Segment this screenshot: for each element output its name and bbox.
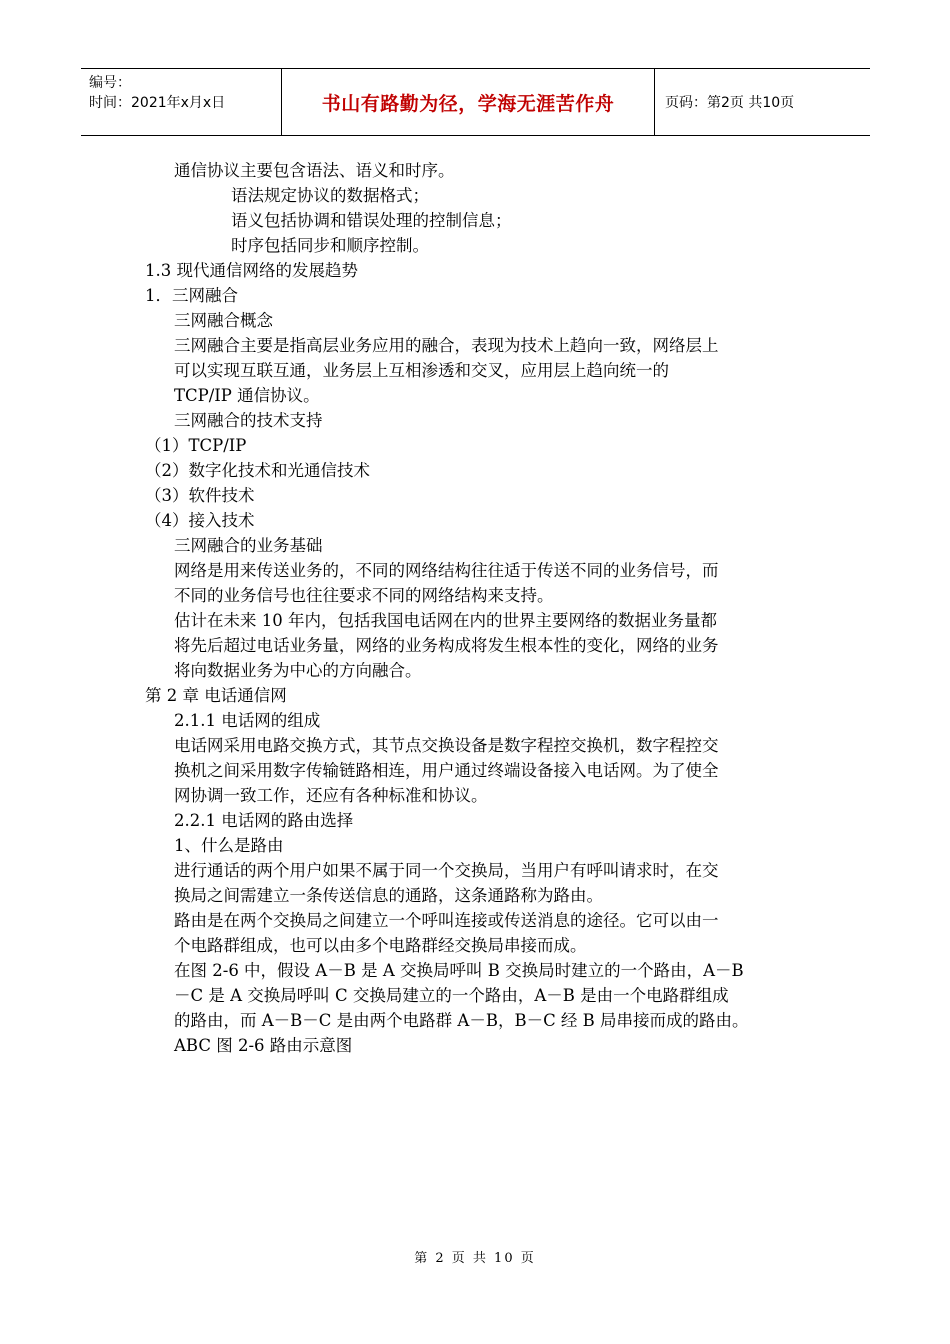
body-line: 三网融合概念 [174, 311, 273, 330]
body-line: 三网融合的技术支持 [174, 411, 323, 430]
body-line: 路由是在两个交换局之间建立一个呼叫连接或传送消息的途径。它可以由一 [174, 911, 719, 930]
body-line: 的路由，而 A－B－C 是由两个电路群 A－B，B－C 经 B 局串接而成的路由。 [174, 1011, 749, 1030]
header-motto-cell [282, 69, 655, 135]
body-line: 估计在未来 10 年内，包括我国电话网在内的世界主要网络的数据业务量都 [174, 611, 717, 630]
body-line: 通信协议主要包含语法、语义和时序。 [174, 161, 455, 180]
page-footer: 第 2 页 共 10 页 [414, 1251, 536, 1266]
body-line: 三网融合主要是指高层业务应用的融合，表现为技术上趋向一致，网络层上 [174, 336, 719, 355]
document-date: 时间：2021年x月x日 [89, 95, 226, 111]
header-table [81, 68, 870, 136]
body-line: 个电路群组成，也可以由多个电路群经交换局串接而成。 [174, 936, 587, 955]
section-heading: 1.3 现代通信网络的发展趋势 [145, 261, 358, 280]
subsection-heading: 2.2.1 电话网的路由选择 [174, 811, 354, 830]
subsection-heading: 1．三网融合 [145, 286, 238, 305]
body-line: 换局之间需建立一条传送信息的通路，这条通路称为路由。 [174, 886, 603, 905]
body-line: 时序包括同步和顺序控制。 [231, 236, 429, 255]
document-number: 编号： [89, 75, 131, 91]
figure-caption: ABC 图 2-6 路由示意图 [174, 1036, 353, 1055]
body-line: 将向数据业务为中心的方向融合。 [174, 661, 422, 680]
body-line: 语法规定协议的数据格式； [231, 186, 429, 205]
body-line: 将先后超过电话业务量，网络的业务构成将发生根本性的变化，网络的业务 [174, 636, 719, 655]
list-item: （1）TCP/IP [145, 436, 247, 455]
body-line: －C 是 A 交换局呼叫 C 交换局建立的一个路由，A－B 是由一个电路群组成 [174, 986, 729, 1005]
body-line: 在图 2-6 中，假设 A－B 是 A 交换局呼叫 B 交换局时建立的一个路由，A－B [174, 961, 744, 980]
body-line: 可以实现互联互通，业务层上互相渗透和交叉，应用层上趋向统一的 [174, 361, 669, 380]
list-item: （2）数字化技术和光通信技术 [145, 461, 370, 480]
body-line: 换机之间采用数字传输链路相连，用户通过终端设备接入电话网。为了使全 [174, 761, 719, 780]
subsection-heading: 2.1.1 电话网的组成 [174, 711, 321, 730]
header-page-info: 页码：第2页 共10页 [665, 95, 795, 111]
body-line: 网协调一致工作，还应有各种标准和协议。 [174, 786, 488, 805]
list-item: （3）软件技术 [145, 486, 255, 505]
chapter-heading: 第 2 章 电话通信网 [145, 686, 287, 705]
header-meta [81, 69, 282, 135]
list-item: （4）接入技术 [145, 511, 255, 530]
body-line: 三网融合的业务基础 [174, 536, 323, 555]
body-line: 电话网采用电路交换方式，其节点交换设备是数字程控交换机，数字程控交 [174, 736, 719, 755]
body-line: 1、什么是路由 [174, 836, 284, 855]
header-motto: 书山有路勤为径，学海无涯苦作舟 [321, 92, 615, 115]
body-line: 进行通话的两个用户如果不属于同一个交换局，当用户有呼叫请求时，在交 [174, 861, 719, 880]
body-line: 语义包括协调和错误处理的控制信息； [231, 211, 512, 230]
body-line: 网络是用来传送业务的，不同的网络结构往往适于传送不同的业务信号，而 [174, 561, 719, 580]
header-page-cell [655, 69, 870, 135]
body-line: 不同的业务信号也往往要求不同的网络结构来支持。 [174, 586, 554, 605]
body-line: TCP/IP 通信协议。 [174, 386, 320, 405]
